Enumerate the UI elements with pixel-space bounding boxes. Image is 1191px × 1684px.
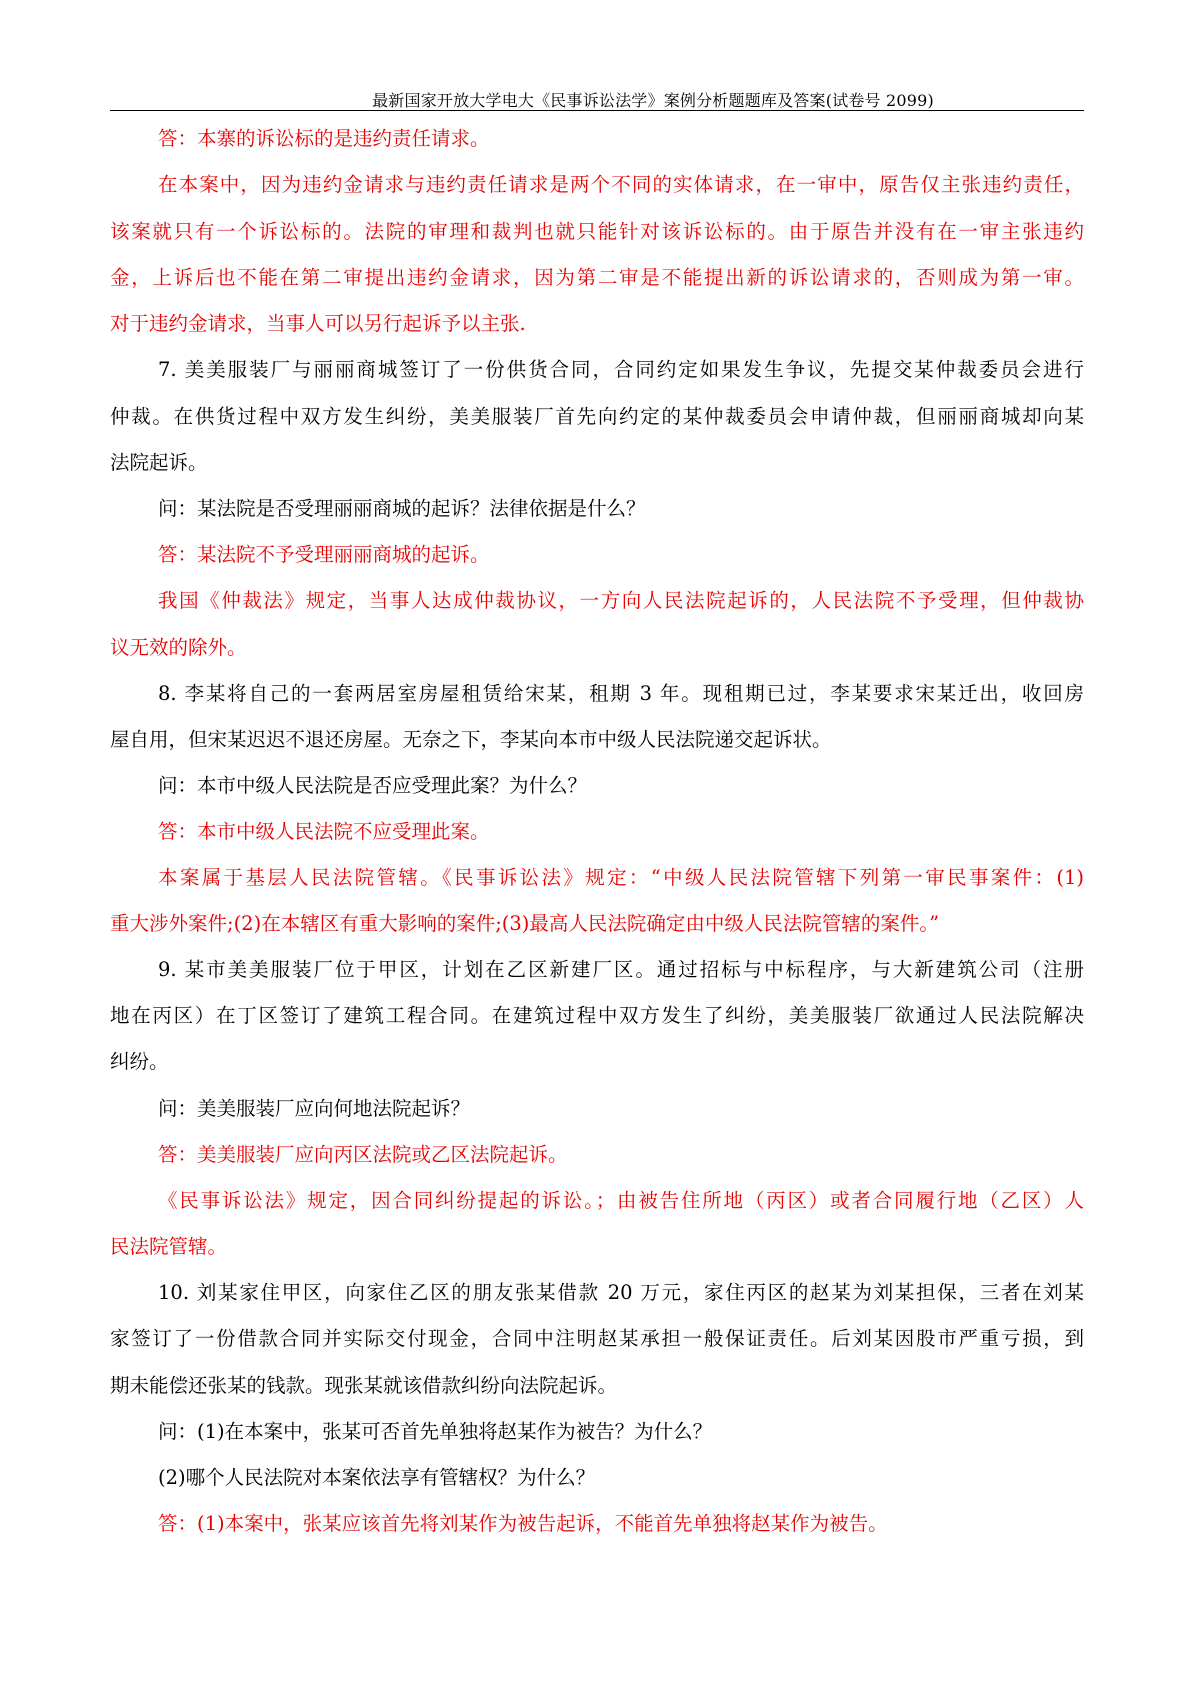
question-line: 期未能偿还张某的钱款。现张某就该借款纠纷向法院起诉。	[110, 1374, 618, 1397]
question-line: 问：(1)在本案中，张某可否首先单独将赵某作为被告？为什么？	[158, 1420, 713, 1443]
question-line: 屋自用，但宋某迟迟不退还房屋。无奈之下，李某向本市中级人民法院递交起诉状。	[110, 728, 832, 751]
question-line: (2)哪个人民法院对本案依法享有管辖权？为什么？	[158, 1466, 596, 1489]
answer-line: 答：(1)本案中，张某应该首先将刘某作为被告起诉，不能首先单独将赵某作为被告。	[158, 1512, 888, 1535]
question-line: 地在丙区）在丁区签订了建筑工程合同。在建筑过程中双方发生了纠纷，美美服装厂欲通过人民法院解决	[110, 1004, 1084, 1027]
answer-line: 我国《仲裁法》规定，当事人达成仲裁协议，一方向人民法院起诉的，人民法院不予受理，但仲裁协	[158, 589, 1084, 612]
answer-line: 在本案中，因为违约金请求与违约责任请求是两个不同的实体请求，在一审中，原告仅主张违约责任，	[158, 173, 1084, 196]
question-line: 8. 李某将自己的一套两居室房屋租赁给宋某，租期 3 年。现租期已过，李某要求宋某迁出，收回房	[158, 682, 1084, 705]
question-line: 家签订了一份借款合同并实际交付现金，合同中注明赵某承担一般保证责任。后刘某因股市严重亏损，到	[110, 1327, 1084, 1350]
question-line: 9. 某市美美服装厂位于甲区，计划在乙区新建厂区。通过招标与中标程序，与大新建筑公司（注册	[158, 958, 1084, 981]
answer-line: 民法院管辖。	[110, 1235, 228, 1258]
question-line: 仲裁。在供货过程中双方发生纠纷，美美服装厂首先向约定的某仲裁委员会申请仲裁，但丽丽商城却向某	[110, 405, 1084, 428]
header-title: 最新国家开放大学电大《民事诉讼法学》案例分析题题库及答案(试卷号 2099)	[372, 91, 934, 110]
page-header	[110, 84, 1084, 111]
question-line: 问：本市中级人民法院是否应受理此案？为什么？	[158, 774, 588, 797]
question-line: 问：美美服装厂应向何地法院起诉？	[158, 1097, 471, 1120]
question-line: 纠纷。	[110, 1050, 169, 1073]
answer-line: 答：本市中级人民法院不应受理此案。	[158, 820, 490, 843]
answer-line: 答：某法院不予受理丽丽商城的起诉。	[158, 543, 490, 566]
answer-line: 本案属于基层人民法院管辖。《民事诉讼法》规定：“中级人民法院管辖下列第一审民事案件：(1)	[158, 866, 1084, 889]
answer-line: 该案就只有一个诉讼标的。法院的审理和裁判也就只能针对该诉讼标的。由于原告并没有在一审主张违约	[110, 220, 1084, 243]
answer-line: 金，上诉后也不能在第二审提出违约金请求，因为第二审是不能提出新的诉讼请求的，否则成为第一审。	[110, 266, 1084, 289]
answer-line: 答：本寨的诉讼标的是违约责任请求。	[158, 127, 490, 150]
question-line: 10. 刘某家住甲区，向家住乙区的朋友张某借款 20 万元，家住丙区的赵某为刘某担保，三者在刘某	[158, 1281, 1084, 1304]
question-line: 问：某法院是否受理丽丽商城的起诉？法律依据是什么？	[158, 497, 646, 520]
question-line: 法院起诉。	[110, 451, 208, 474]
answer-line: 重大涉外案件;(2)在本辖区有重大影响的案件;(3)最高人民法院确定由中级人民法院管辖的案件。”	[110, 912, 940, 935]
answer-line: 议无效的除外。	[110, 636, 247, 659]
answer-line: 对于违约金请求，当事人可以另行起诉予以主张.	[110, 312, 526, 335]
question-line: 7. 美美服装厂与丽丽商城签订了一份供货合同，合同约定如果发生争议，先提交某仲裁委员会进行	[158, 358, 1084, 381]
answer-line: 《民事诉讼法》规定，因合同纠纷提起的诉讼。；由被告住所地（丙区）或者合同履行地（乙区）人	[158, 1189, 1084, 1212]
answer-line: 答：美美服装厂应向丙区法院或乙区法院起诉。	[158, 1143, 568, 1166]
